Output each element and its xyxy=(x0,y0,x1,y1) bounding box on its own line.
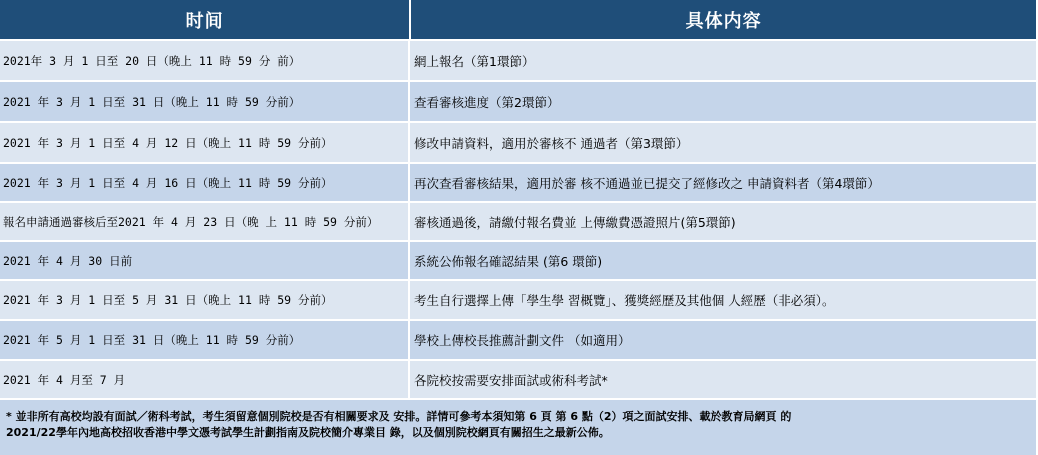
row-time: 2021年 3 月 1 日至 20 日（晚上 11 時 59 分 前） xyxy=(0,41,410,80)
table-header xyxy=(0,0,1036,39)
row-content: 學校上傳校長推薦計劃文件 （如適用） xyxy=(414,333,631,348)
table-row xyxy=(0,164,1036,201)
footnote xyxy=(0,400,1036,455)
table-row xyxy=(0,123,1036,162)
row-content: 再次查看審核結果，適用於審 核不通過並已提交了經修改之 申請資料者（第4環節） xyxy=(414,175,880,191)
table-row xyxy=(0,281,1036,319)
row-content: 查看審核進度（第2環節） xyxy=(414,94,560,110)
table-row xyxy=(0,203,1036,240)
row-time: 2021 年 3 月 1 日至 31 日（晚上 11 時 59 分前） xyxy=(0,82,410,121)
row-content: 系統公佈報名確認結果 (第6 環節) xyxy=(414,253,603,269)
header-content: 具体内容 xyxy=(685,10,762,32)
row-content: 考生自行選擇上傳「學生學 習概覽」、獲獎經歷及其他個 人經歷（非必須）。 xyxy=(414,293,835,308)
row-content: 網上報名（第1環節） xyxy=(414,53,535,69)
row-content: 修改申請資料，適用於審核不 通過者（第3環節） xyxy=(414,135,689,151)
row-time: 2021 年 5 月 1 日至 31 日（晚上 11 時 59 分前） xyxy=(0,321,410,359)
row-time: 2021 年 4 月至 7 月 xyxy=(0,361,410,398)
row-time: 2021 年 3 月 1 日至 5 月 31 日（晚上 11 時 59 分前） xyxy=(0,281,410,319)
row-time: 2021 年 4 月 30 日前 xyxy=(0,242,410,279)
table-row xyxy=(0,361,1036,398)
footnote-line-1: * 並非所有高校均設有面試／術科考試，考生須留意個別院校是否有相關要求及 安排。詳情可參考本須知第 6 頁 第 6 點（2）項之面試安排、載於教育局網頁 的 xyxy=(6,410,792,423)
row-time: 2021 年 3 月 1 日至 4 月 16 日（晚上 11 時 59 分前） xyxy=(0,164,410,201)
table-row xyxy=(0,321,1036,359)
row-time: 2021 年 3 月 1 日至 4 月 12 日（晚上 11 時 59 分前） xyxy=(0,123,410,162)
table-row xyxy=(0,41,1036,80)
table-row xyxy=(0,82,1036,121)
header-time: 时间 xyxy=(0,0,411,39)
footnote-line-2: 2021/22學年內地高校招收香港中學文憑考試學生計劃指南及院校簡介專業目 錄，以及個別院校網頁有關招生之最新公佈。 xyxy=(6,426,610,439)
row-content: 各院校按需要安排面試或術科考試* xyxy=(414,372,608,388)
row-content: 審核通過後，請繳付報名費並 上傳繳費憑證照片(第5環節) xyxy=(414,214,736,230)
row-time: 報名申請通過審核后至2021 年 4 月 23 日（晚 上 11 時 59 分前） xyxy=(0,203,410,240)
table-row xyxy=(0,242,1036,279)
